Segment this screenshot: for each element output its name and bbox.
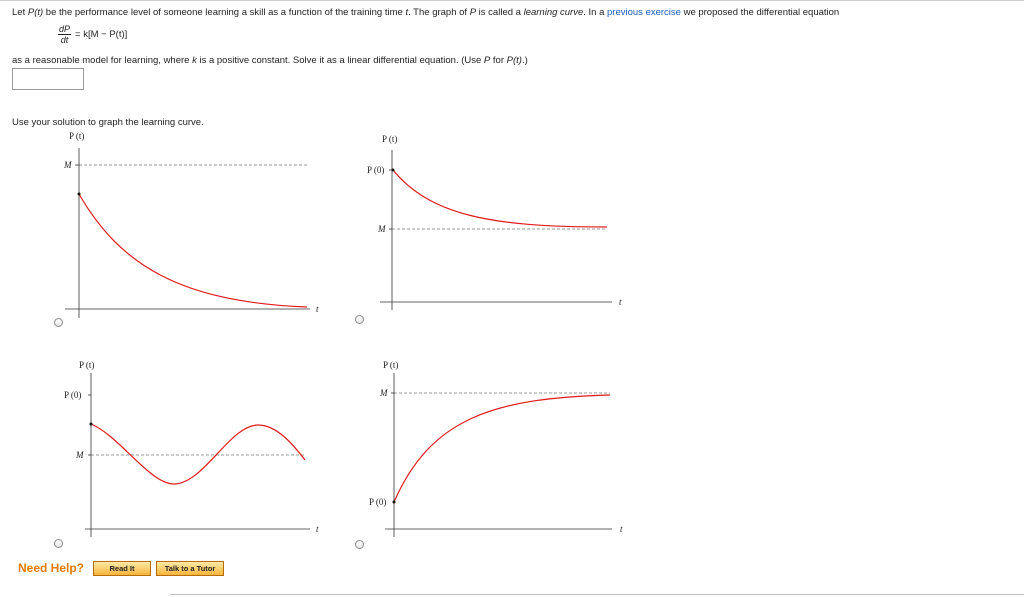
text: as a reasonable model for learning, where [12, 55, 193, 66]
graph-option-3 [64, 360, 319, 537]
graph-option-2 [367, 134, 622, 310]
y-axis-label: P (t) [79, 360, 95, 370]
talk-to-tutor-button[interactable]: Talk to a Tutor [156, 561, 224, 576]
initial-point [392, 169, 395, 172]
label-p0: P (0) [369, 497, 387, 507]
curve [91, 424, 305, 484]
y-axis-label: P (t) [383, 360, 399, 370]
label-p0: P (0) [64, 390, 82, 400]
text: learning curve [523, 7, 584, 18]
text: P(t) [27, 7, 44, 18]
initial-point [78, 193, 81, 196]
x-axis-label: t [316, 524, 319, 534]
graph-option-2-radio[interactable] [355, 315, 364, 324]
label-p0: P (0) [367, 165, 385, 175]
previous-exercise-link[interactable]: previous exercise [607, 7, 681, 18]
graph-option-4-radio[interactable] [355, 540, 364, 549]
graph-option-3-radio[interactable] [54, 539, 63, 548]
initial-point [90, 423, 93, 426]
text: P [469, 7, 477, 18]
graph-option-4 [369, 360, 623, 537]
text: t [405, 7, 409, 18]
graph-option-1 [63, 131, 319, 318]
text: P [483, 55, 491, 66]
equation-rhs: = k[M − P(t)] [75, 29, 128, 40]
graph-prompt: Use your solution to graph the learning curve. [12, 117, 204, 128]
fraction-numerator: dP [59, 24, 71, 34]
text: be the performance level of someone learning a skill as a function of the training time [43, 7, 406, 18]
text: we proposed the differential equation [680, 7, 840, 18]
text: P(t) [506, 55, 522, 66]
read-it-button[interactable]: Read It [93, 561, 151, 576]
label-m: M [380, 388, 388, 398]
text: . In a [583, 7, 608, 18]
bottom-divider [170, 594, 1024, 595]
curve [79, 194, 307, 307]
text: for [490, 55, 507, 66]
need-help-label: Need Help? [18, 561, 85, 575]
x-axis-label: t [620, 524, 623, 534]
x-axis-label: t [619, 297, 622, 307]
text: Let [12, 7, 28, 18]
text: k [192, 55, 197, 66]
graph-option-1-radio[interactable] [54, 318, 63, 327]
label-m: M [378, 224, 386, 234]
initial-point [393, 501, 396, 504]
y-axis-label: P (t) [382, 134, 398, 144]
label-m: M [64, 160, 72, 170]
text: .) [521, 55, 528, 66]
text: is called a [476, 7, 524, 18]
fraction-denominator: dt [60, 35, 69, 45]
label-m: M [76, 450, 84, 460]
text: is a positive constant. Solve it as a linear differential equation. (Use [196, 55, 484, 66]
curve [394, 395, 610, 502]
text: . The graph of [408, 7, 470, 18]
y-axis-label: P (t) [69, 131, 85, 141]
curve [393, 170, 607, 227]
x-axis-label: t [316, 304, 319, 314]
